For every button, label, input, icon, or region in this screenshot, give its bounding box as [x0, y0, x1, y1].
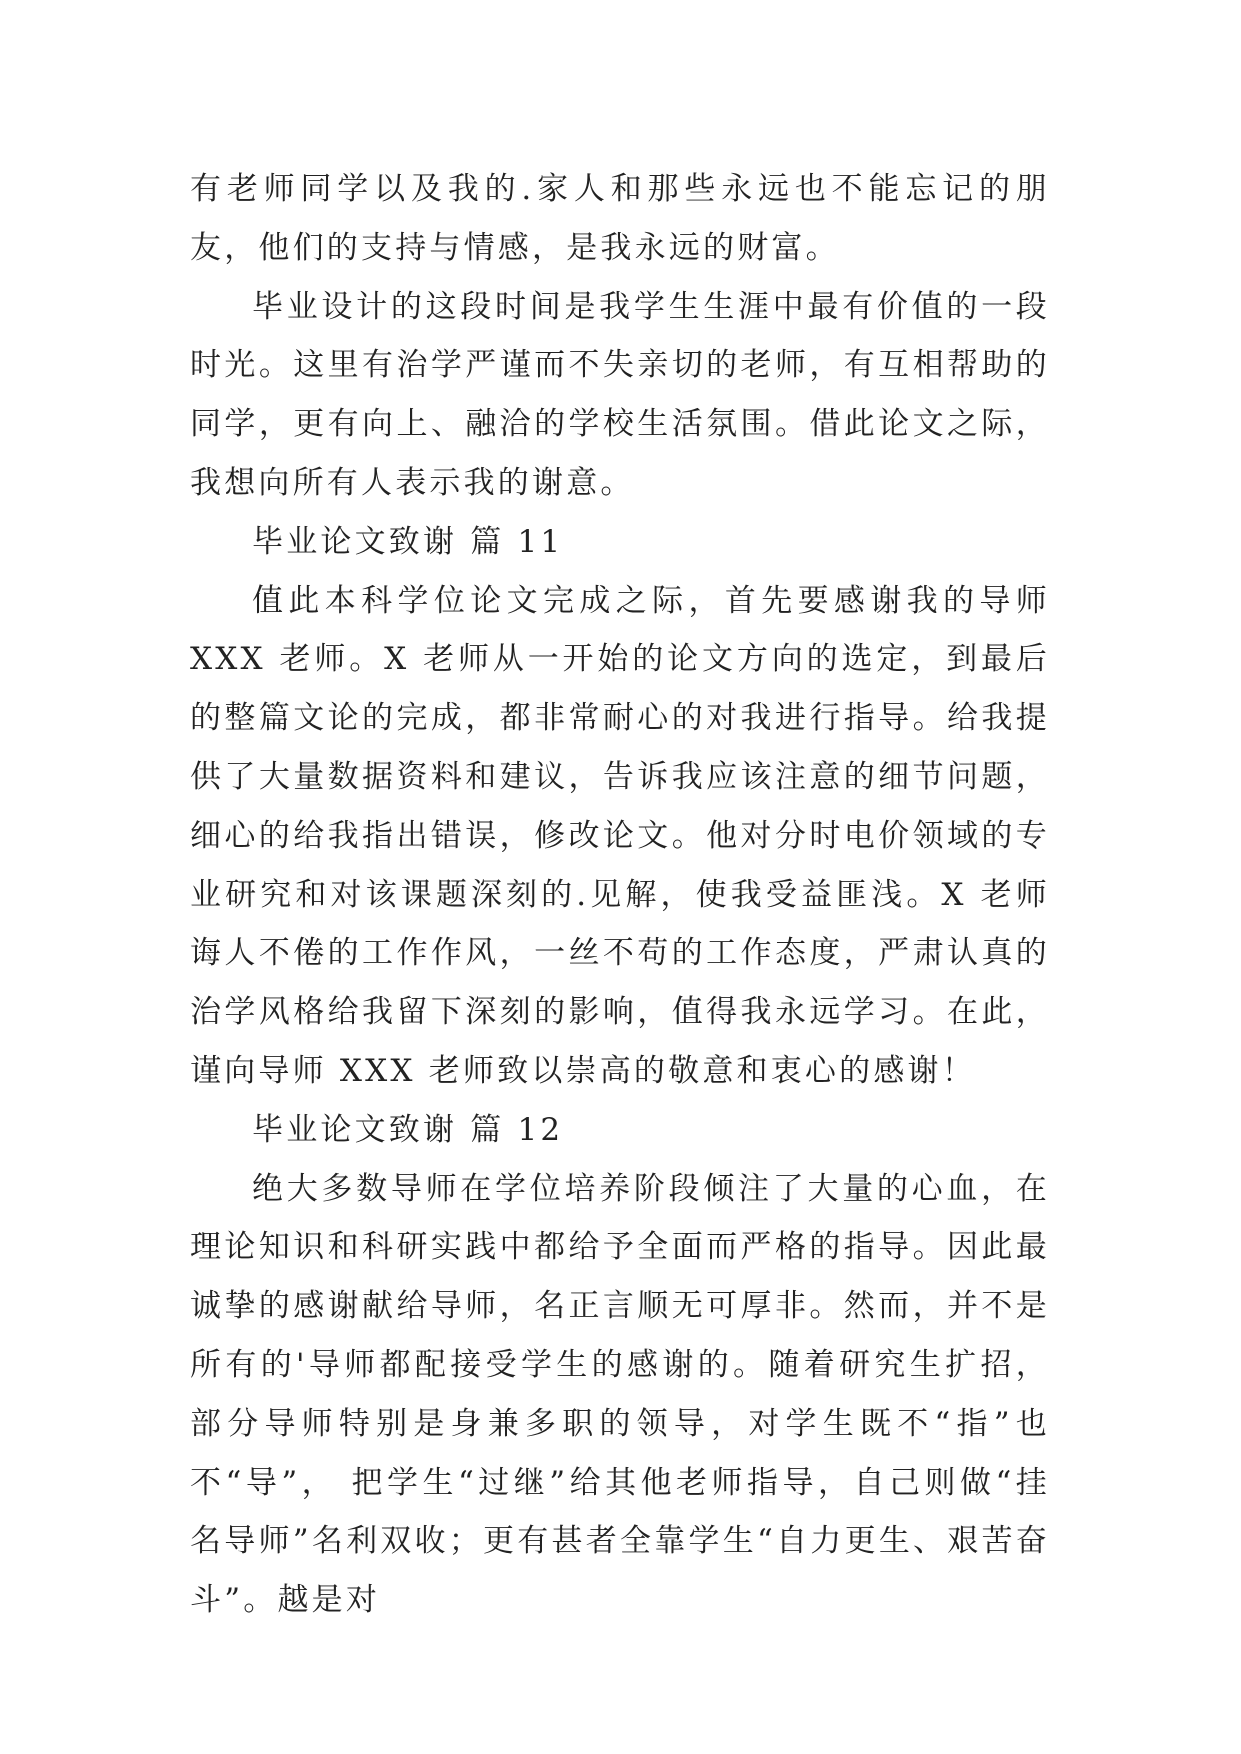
section-heading: 毕业论文致谢 篇 11 — [252, 523, 564, 560]
paragraph: 值此本科学位论文完成之际，首先要感谢我的导师 XXX 老师。X 老师从一开始的论文方向的选定，到最后的整篇文论的完成，都非常耐心的对我进行指导。给我提供了大量数据资料和建议，告诉我应该注意的细节问题，细心的给我指出错误，修改论文。他对分时电价领域的专业研究和对该课题深刻的.见解，使我受益匪浅。X 老师诲人不倦的工作作风，一丝不苟的工作态度，严肃认真的治学风格给我留下深刻的影响，值得我永远学习。在此，谨向导师 XXX 老师致以崇高的敬意和衷心的感谢！ — [190, 582, 1050, 1089]
paragraph: 绝大多数导师在学位培养阶段倾注了大量的心血，在理论知识和科研实践中都给予全面而严格的指导。因此最诚挚的感谢献给导师，名正言顺无可厚非。然而，并不是所有的'导师都配接受学生的感谢的。随着研究生扩招，部分导师特别是身兼多职的领导，对学生既不“指”也不“导”， 把学生“过继”给其他老师指导，自己则做“挂名导师”名利双收；更有甚者全靠学生“自力更生、艰苦奋斗”。越是对 — [190, 1170, 1050, 1619]
section-heading: 毕业论文致谢 篇 12 — [252, 1111, 564, 1148]
paragraph-continuation: 有老师同学以及我的.家人和那些永远也不能忘记的朋友，他们的支持与情感，是我永远的财富。 — [190, 171, 1050, 266]
document-body — [190, 160, 1050, 1630]
paragraph: 毕业设计的这段时间是我学生生涯中最有价值的一段时光。这里有治学严谨而不失亲切的老师，有互相帮助的同学，更有向上、融洽的学校生活氛围。借此论文之际，我想向所有人表示我的谢意。 — [190, 288, 1050, 501]
